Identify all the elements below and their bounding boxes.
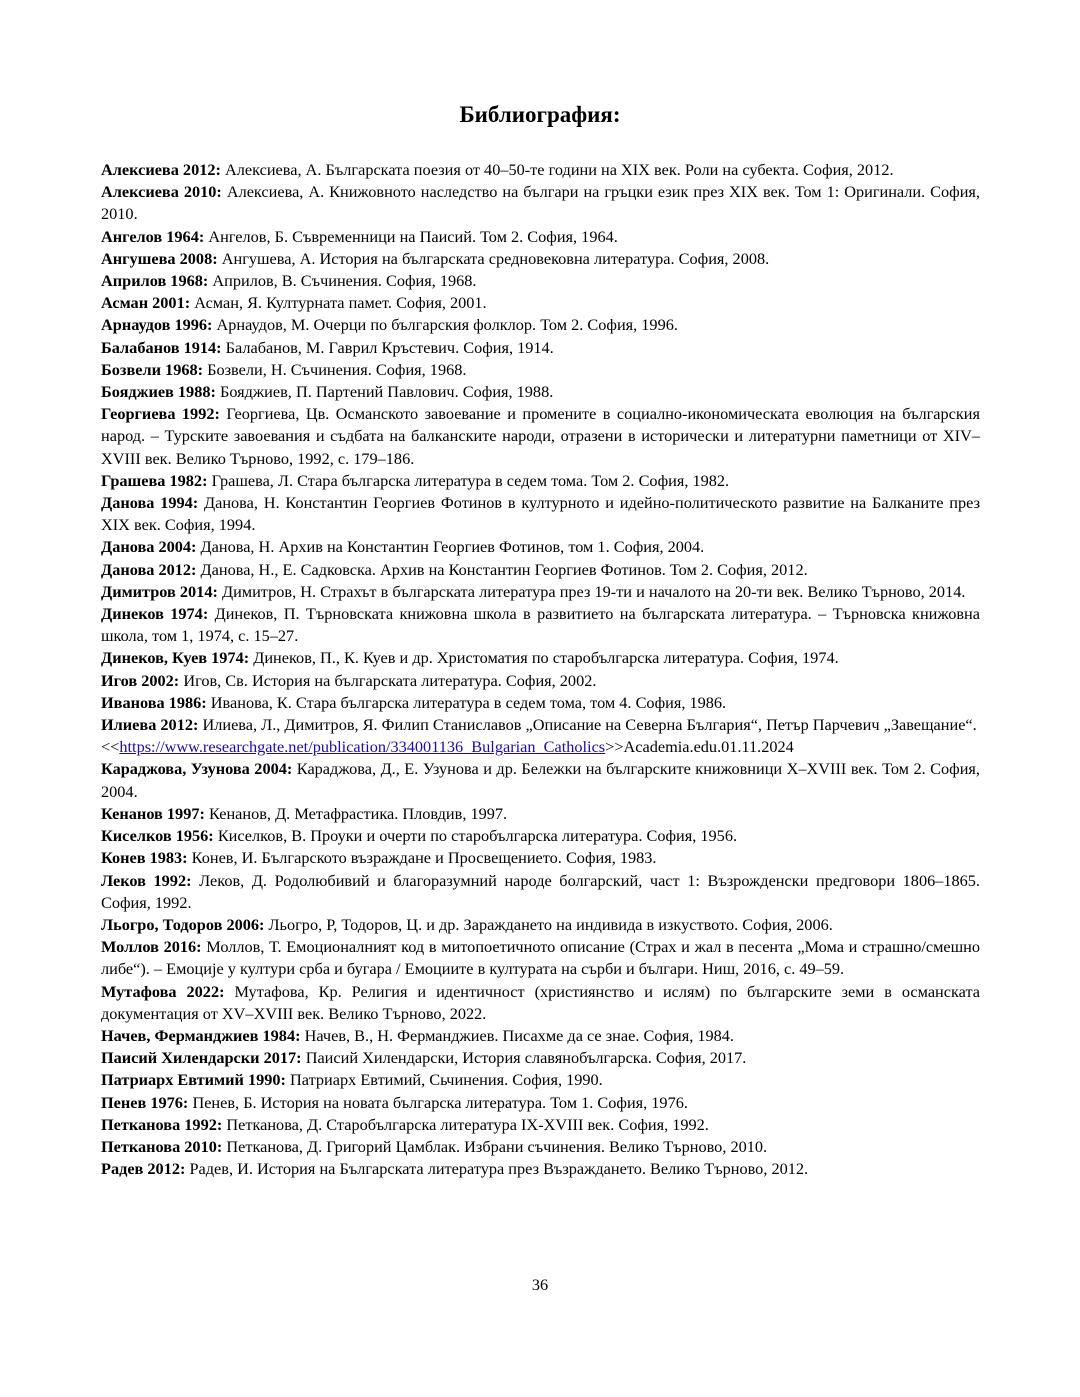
- bibliography-entry: [101, 825, 980, 847]
- entry-key: Петканова 1992:: [101, 1114, 223, 1134]
- bibliography-entry: [101, 870, 980, 914]
- entry-text: Илиева, Л., Димитров, Я. Филип Станиславов „Описание на Северна България“, Петър Парчевич „Завещание“.: [202, 715, 977, 735]
- entry-key: Арнаудов 1996:: [101, 315, 213, 335]
- entry-text: Паисий Хилендарски, История славянобългарска. София, 2017.: [305, 1048, 747, 1068]
- bibliography-entry: [101, 758, 980, 802]
- entry-key: Иванова 1986:: [101, 692, 207, 712]
- entry-key: Бозвели 1968:: [101, 359, 204, 379]
- entry-text: Мутафова, Кр. Религия и идентичност (християнство и ислям) по българските земи в османската документация от XV–XVIII век. Велико Търново, 2022.: [101, 981, 980, 1023]
- bibliography-entry: [101, 1025, 980, 1047]
- entry-key: Ангелов 1964:: [101, 226, 205, 246]
- bibliography-entry: [101, 381, 980, 403]
- entry-key: Моллов 2016:: [101, 937, 202, 957]
- entry-text: Радев, И. История на Българската литература през Възраждането. Велико Търново, 2012.: [189, 1159, 809, 1179]
- bibliography-entry: [101, 181, 980, 225]
- bibliography-entry: [101, 226, 980, 248]
- entry-text: Динеков, П., К. Куев и др. Христоматия по старобългарска литература. София, 1974.: [253, 648, 839, 668]
- entry-text: Данова, Н. Архив на Константин Георгиев Фотинов, том 1. София, 2004.: [200, 537, 705, 557]
- bibliography-entry: [101, 337, 980, 359]
- entry-key: Данова 2004:: [101, 537, 197, 557]
- entry-text: Данова, Н. Константин Георгиев Фотинов в културното и идейно-политическото развитие на Балканите през XIX век. София, 1994.: [101, 493, 980, 535]
- entry-text: Начев, В., Н. Ферманджиев. Писахме да се знае. София, 1984.: [304, 1025, 734, 1045]
- entry-key: Бояджиев 1988:: [101, 382, 216, 402]
- bibliography-entry: [101, 647, 980, 669]
- entry-key: Караджова, Узунова 2004:: [101, 759, 293, 779]
- entry-text: Кенанов, Д. Метафрастика. Пловдив, 1997.: [208, 803, 508, 823]
- entry-key: Грашева 1982:: [101, 470, 208, 490]
- bibliography-entry: [101, 536, 980, 558]
- entry-text: Льогро, Р, Тодоров, Ц. и др. Зараждането на индивида в изкуството. София, 2006.: [268, 914, 833, 934]
- entry-key: Мутафова 2022:: [101, 981, 225, 1001]
- entry-key: Асман 2001:: [101, 293, 191, 313]
- bibliography-entry: [101, 1047, 980, 1069]
- bibliography-entry: [101, 1114, 980, 1136]
- entry-text: Бозвели, Н. Съчинения. София, 1968.: [207, 359, 467, 379]
- bibliography-entry: [101, 1069, 980, 1091]
- entry-text: Бояджиев, П. Партений Павлович. София, 1988.: [219, 382, 554, 402]
- entry-key: Пенев 1976:: [101, 1092, 189, 1112]
- bibliography-entry: [101, 1092, 980, 1114]
- bibliography-entry: [101, 1158, 980, 1180]
- entry-text: Караджова, Д., Е. Узунова и др. Бележки на българските книжовници X–XVIII век. Том 2. София, 2004.: [101, 759, 980, 801]
- entry-text: Ангелов, Б. Съвременници на Паисий. Том 2. София, 1964.: [208, 226, 618, 246]
- entry-text: Патриарх Евтимий, Сьчинения. София, 1990.: [290, 1070, 603, 1090]
- entry-text: Балабанов, М. Гаврил Кръстевич. София, 1914.: [225, 337, 554, 357]
- entry-text: Леков, Д. Родолюбивий и благоразумний народе болгарский, част 1: Възрожденски предговори 1806–1865. София, 1992.: [101, 870, 981, 912]
- entry-key: Паисий Хилендарски 2017:: [101, 1048, 302, 1068]
- bibliography-entry: [101, 470, 980, 492]
- link-prefix: <<: [101, 737, 120, 757]
- entry-text: Киселков, В. Проуки и очерти по старобългарска литература. София, 1956.: [217, 826, 738, 846]
- bibliography-entry: [101, 914, 980, 936]
- entry-key: Игов 2002:: [101, 670, 180, 690]
- bibliography-entry: [101, 603, 980, 647]
- entry-key: Георгиева 1992:: [101, 404, 220, 424]
- bibliography-entry: [101, 403, 980, 470]
- entry-text: Игов, Св. История на българската литература. София, 2002.: [183, 670, 597, 690]
- entry-text: Алексиева, А. Книжовното наследство на българи на гръцки език през XIX век. Том 1: Оригинали. София, 2010.: [101, 182, 980, 224]
- entry-key: Илиева 2012:: [101, 715, 199, 735]
- entry-text: Динеков, П. Търновската книжовна школа в развитието на българската литература. – Търновска книжовна школа, том 1, 1974, с. 15–27.: [101, 604, 980, 646]
- entry-key: Динеков 1974:: [101, 604, 209, 624]
- entry-text: Арнаудов, М. Очерци по българския фолклор. Том 2. София, 1996.: [216, 315, 678, 335]
- entry-text: Алексиева, А. Българската поезия от 40–50-те години на XIX век. Роли на субекта. София, 2012.: [225, 160, 894, 179]
- entry-text: Грашева, Л. Стара българска литература в седем тома. Том 2. София, 1982.: [211, 470, 730, 490]
- bibliography-entry: [101, 359, 980, 381]
- entry-text: Иванова, К. Стара българска литература в седем тома, том 4. София, 1986.: [210, 692, 727, 712]
- bibliography-list: [101, 159, 980, 1180]
- entry-key: Начев, Ферманджиев 1984:: [101, 1025, 301, 1045]
- entry-text: Георгиева, Цв. Османското завоевание и промените в социално-икономическата еволюция на българския народ. – Турските завоевания и съдбата на балканските народи, отразени в исторически и литературни паметници от XIV–XVIII век. Велико Търново, 1992, с. 179–186.: [101, 404, 981, 468]
- bibliography-entry: [101, 581, 980, 603]
- bibliography-entry: [101, 936, 980, 980]
- bibliography-entry: [101, 847, 980, 869]
- link-line: [101, 736, 980, 758]
- entry-text: Априлов, В. Съчинения. София, 1968.: [212, 271, 477, 291]
- entry-key: Данова 1994:: [101, 493, 199, 513]
- researchgate-link[interactable]: https://www.researchgate.net/publication/334001136_Bulgarian_Catholics: [119, 737, 606, 757]
- entry-key: Радев 2012:: [101, 1159, 186, 1179]
- bibliography-entry: [101, 692, 980, 714]
- entry-key: Петканова 2010:: [101, 1136, 223, 1156]
- entry-text: Данова, Н., Е. Садковска. Архив на Константин Георгиев Фотинов. Том 2. София, 2012.: [200, 559, 808, 579]
- entry-text: Петканова, Д. Григорий Цамблак. Избрани съчинения. Велико Търново, 2010.: [226, 1136, 768, 1156]
- page-number: 36: [531, 1275, 549, 1294]
- page-title: Библиография:: [459, 102, 621, 127]
- bibliography-entry: [101, 670, 980, 692]
- entry-key: Динеков, Куев 1974:: [101, 648, 250, 668]
- bibliography-entry: [101, 314, 980, 336]
- entry-text: Моллов, Т. Емоционалният код в митопоетичното описание (Страх и жал в песента „Мома и страшно/смешно либе“). – Емоције у култури срба и бугара / Емоциите в културата на сърби и българи. Ниш, 2016, с. 49–59.: [101, 937, 981, 979]
- entry-key: Патриарх Евтимий 1990:: [101, 1070, 286, 1090]
- entry-text: Пенев, Б. История на новата българска литература. Том 1. София, 1976.: [192, 1092, 688, 1112]
- bibliography-entry: [101, 292, 980, 314]
- bibliography-entry: [101, 270, 980, 292]
- link-suffix: >>Academia.edu.01.11.2024: [605, 737, 794, 757]
- bibliography-entry: [101, 803, 980, 825]
- bibliography-entry: [101, 1136, 980, 1158]
- bibliography-entry: [101, 559, 980, 581]
- entry-text: Димитров, Н. Страхът в българската литература през 19-ти и началото на 20-ти век. Велико Търново, 2014.: [221, 581, 966, 601]
- bibliography-entry: [101, 159, 980, 181]
- entry-key: Конев 1983:: [101, 848, 188, 868]
- entry-key: Алексиева 2010:: [101, 182, 222, 202]
- entry-key: Кенанов 1997:: [101, 803, 205, 823]
- bibliography-entry: [101, 492, 980, 536]
- entry-key: Алексиева 2012:: [101, 160, 221, 179]
- entry-key: Данова 2012:: [101, 559, 197, 579]
- entry-text: Конев, И. Българското възраждане и Просвещението. София, 1983.: [191, 848, 657, 868]
- entry-key: Димитров 2014:: [101, 581, 218, 601]
- entry-text: Ангушева, А. История на българската средновековна литература. София, 2008.: [221, 248, 770, 268]
- entry-text: Петканова, Д. Старобългарска литература IX-XVIII век. София, 1992.: [226, 1114, 709, 1134]
- entry-key: Киселков 1956:: [101, 826, 214, 846]
- bibliography-entry: [101, 981, 980, 1025]
- entry-key: Льогро, Тодоров 2006:: [101, 914, 265, 934]
- bibliography-entry: [101, 248, 980, 270]
- bibliography-entry: [101, 714, 980, 736]
- entry-text: Асман, Я. Културната памет. София, 2001.: [194, 293, 487, 313]
- entry-key: Априлов 1968:: [101, 271, 209, 291]
- entry-key: Балабанов 1914:: [101, 337, 222, 357]
- entry-key: Леков 1992:: [101, 870, 192, 890]
- entry-key: Ангушева 2008:: [101, 248, 218, 268]
